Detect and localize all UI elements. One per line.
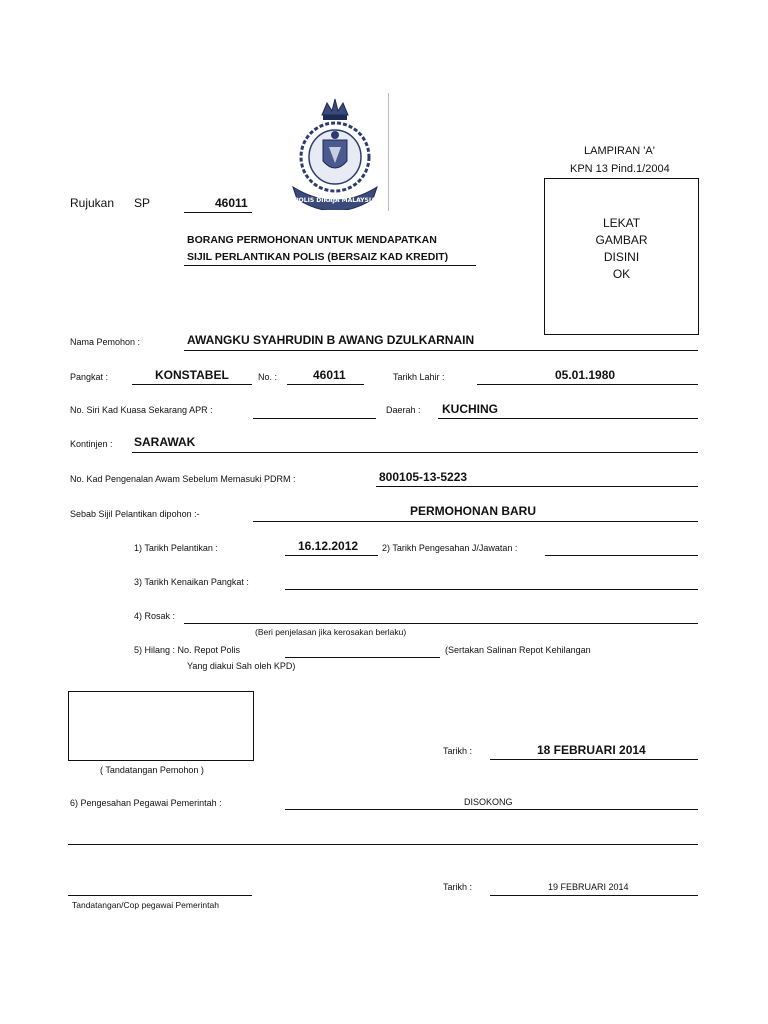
rujukan-label: Rujukan (70, 196, 115, 210)
r5-label: 5) Hilang : No. Repot Polis (134, 645, 241, 655)
form-title-line2: SIJIL PERLANTIKAN POLIS (BERSAIZ KAD KREDIT) (187, 251, 449, 263)
ic-label: No. Kad Pengenalan Awam Sebelum Memasuki PDRM : (70, 474, 296, 484)
tarikh-label: Tarikh : (443, 746, 473, 756)
photo-box-line3: DISINI (603, 250, 640, 264)
lampiran-label: LAMPIRAN 'A' (584, 145, 655, 157)
r5-note: (Sertakan Salinan Repot Kehilangan (445, 645, 591, 655)
crest-icon (285, 95, 385, 210)
r2-underline (545, 555, 698, 556)
r1-underline (285, 555, 378, 556)
title-underline (184, 265, 476, 266)
signature-box (68, 691, 254, 761)
r2-label: 2) Tarikh Pengesahan J/Jawatan : (382, 543, 518, 553)
r4-label: 4) Rosak : (134, 611, 176, 621)
daerah-value: KUCHING (442, 402, 498, 416)
no-underline (287, 384, 364, 385)
pengesahan-line2 (68, 844, 698, 845)
sebab-underline (253, 521, 698, 522)
tarikh2-label: Tarikh : (443, 882, 473, 892)
photo-box-line2: GAMBAR (595, 233, 648, 247)
r4-underline (184, 623, 698, 624)
pangkat-underline (132, 384, 252, 385)
tarikh2-underline (490, 895, 698, 896)
form-title-line1: BORANG PERMOHONAN UNTUK MENDAPATKAN (187, 234, 437, 246)
pengesahan-label: 6) Pengesahan Pegawai Pemerintah : (70, 798, 222, 808)
police-crest-logo (285, 95, 385, 210)
svg-text:POLIS DIRAJA MALAYSIA: POLIS DIRAJA MALAYSIA (294, 197, 376, 204)
kontinjen-value: SARAWAK (134, 435, 196, 449)
pengesahan-value: DISOKONG (464, 797, 513, 807)
logo-divider (388, 93, 389, 211)
siri-underline (253, 418, 376, 419)
cop-label: Tandatangan/Cop pegawai Pemerintah (72, 900, 219, 910)
tarikh-value: 18 FEBRUARI 2014 (537, 743, 646, 757)
photo-box (544, 178, 699, 335)
sebab-value: PERMOHONAN BARU (410, 504, 536, 518)
tandatangan-label: ( Tandatangan Pemohon ) (100, 765, 204, 775)
rujukan-value: 46011 (215, 196, 248, 210)
daerah-underline (438, 418, 698, 419)
daerah-label: Daerah : (386, 405, 421, 415)
no-label: No. : (258, 372, 278, 382)
tarikh-lahir-underline (477, 384, 698, 385)
photo-box-line4: OK (612, 267, 631, 281)
kontinjen-label: Kontinjen : (70, 439, 113, 449)
no-value: 46011 (313, 368, 346, 382)
ic-value: 800105-13-5223 (379, 470, 468, 484)
ic-underline (376, 486, 698, 487)
cop-underline (68, 895, 252, 896)
r4-note: (Beri penjelasan jika kerosakan berlaku) (255, 627, 407, 637)
nama-underline (184, 350, 698, 351)
tarikh-lahir-value: 05.01.1980 (555, 368, 616, 382)
r3-label: 3) Tarikh Kenaikan Pangkat : (134, 577, 249, 587)
r3-underline (285, 589, 698, 590)
r1-value: 16.12.2012 (298, 539, 359, 553)
kontinjen-underline (132, 452, 698, 453)
nama-label: Nama Pemohon : (70, 337, 141, 347)
pangkat-label: Pangkat : (70, 372, 109, 382)
r5-note2: Yang diakui Sah oleh KPD) (187, 661, 296, 671)
kpn-reference: KPN 13 Pind.1/2004 (570, 163, 670, 175)
tarikh-lahir-label: Tarikh Lahir : (393, 372, 445, 382)
r5-underline (285, 657, 440, 658)
siri-label: No. Siri Kad Kuasa Sekarang APR : (70, 405, 213, 415)
nama-value: AWANGKU SYAHRUDIN B AWANG DZULKARNAIN (187, 333, 475, 347)
photo-box-line1: LEKAT (602, 216, 641, 230)
pangkat-value: KONSTABEL (155, 368, 229, 382)
pengesahan-underline (285, 809, 698, 810)
sebab-label: Sebab Sijil Pelantikan dipohon :- (70, 509, 200, 519)
rujukan-underline (184, 212, 252, 213)
tarikh-underline (490, 759, 698, 760)
sp-label: SP (134, 196, 151, 210)
tarikh2-value: 19 FEBRUARI 2014 (548, 882, 629, 892)
r1-label: 1) Tarikh Pelantikan : (134, 543, 218, 553)
